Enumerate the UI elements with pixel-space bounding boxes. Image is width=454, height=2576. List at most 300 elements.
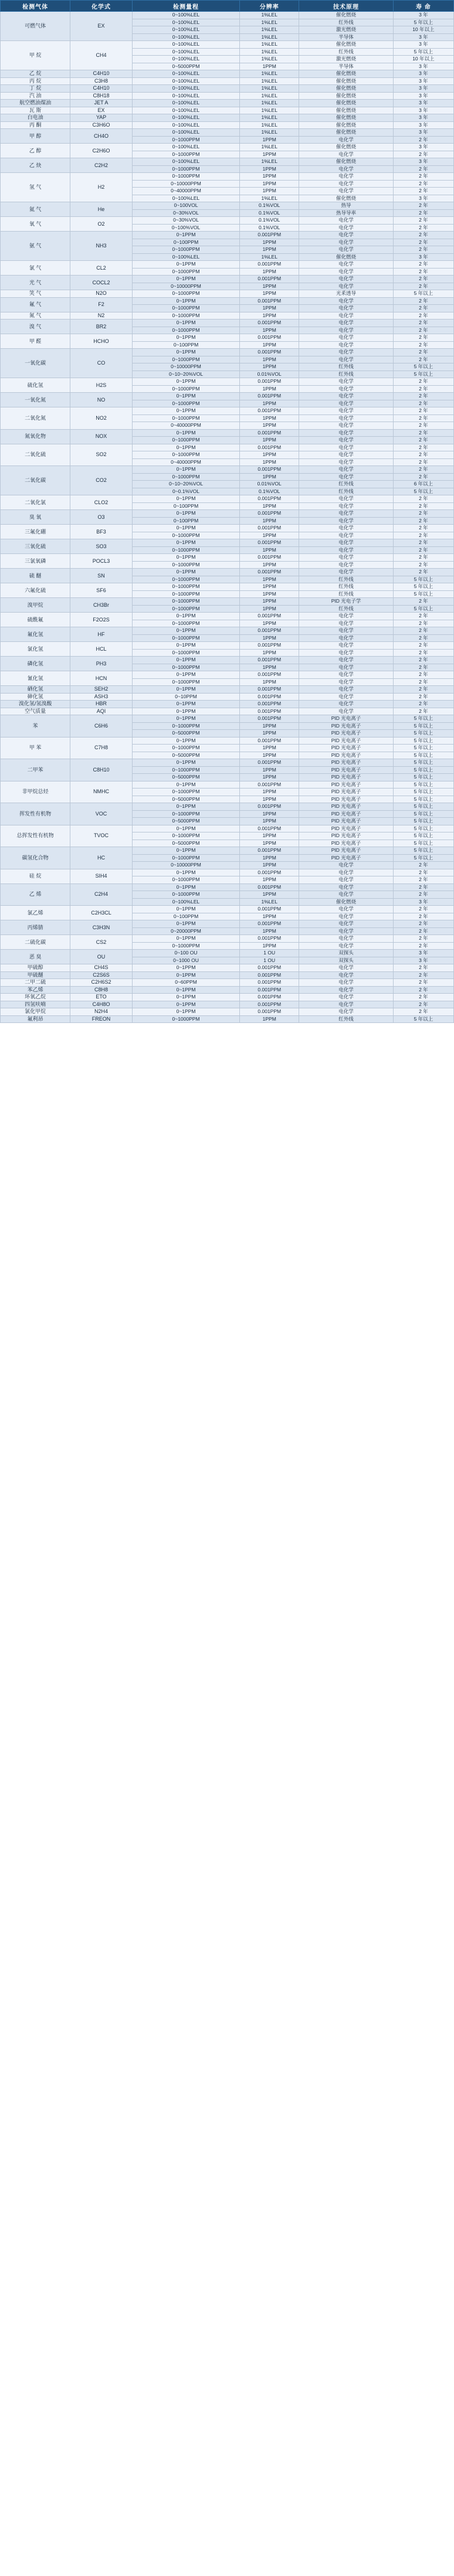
cell-range: 0~10000PPM bbox=[132, 862, 240, 869]
cell-resolution: 1PPM bbox=[240, 810, 299, 818]
cell-life: 2 年 bbox=[393, 151, 453, 158]
cell-range: 0~1000PPM bbox=[132, 598, 240, 606]
cell-gas-name: 溴 气 bbox=[1, 320, 70, 334]
cell-formula: YAP bbox=[70, 114, 133, 122]
cell-technology: PID 光电离子 bbox=[299, 789, 394, 796]
cell-resolution: 1PPM bbox=[240, 745, 299, 752]
table-row bbox=[1, 935, 454, 943]
cell-range: 0~1000PPM bbox=[132, 678, 240, 686]
cell-technology: 电化学 bbox=[299, 561, 394, 569]
cell-resolution: 1PPM bbox=[240, 664, 299, 671]
cell-range: 0~100%LEL bbox=[132, 100, 240, 107]
table-row bbox=[1, 671, 454, 679]
cell-resolution: 1PPM bbox=[240, 590, 299, 598]
table-row bbox=[1, 554, 454, 562]
table-row bbox=[1, 70, 454, 78]
cell-life: 2 年 bbox=[393, 473, 453, 481]
cell-life: 2 年 bbox=[393, 320, 453, 327]
cell-technology: 电化学 bbox=[299, 378, 394, 386]
cell-life: 2 年 bbox=[393, 297, 453, 305]
table-row bbox=[1, 583, 454, 591]
cell-technology: 双探头 bbox=[299, 950, 394, 957]
cell-life: 2 年 bbox=[393, 136, 453, 144]
cell-life: 5 年以上 bbox=[393, 847, 453, 855]
cell-life: 2 年 bbox=[393, 502, 453, 510]
cell-range: 0~1000PPM bbox=[132, 414, 240, 422]
cell-range: 0~1PPM bbox=[132, 715, 240, 723]
cell-resolution: 0.001PPM bbox=[240, 994, 299, 1001]
cell-formula: CLO2 bbox=[70, 495, 133, 510]
cell-life: 5 年以上 bbox=[393, 803, 453, 811]
cell-gas-name: 丙 酮 bbox=[1, 121, 70, 129]
cell-formula: N2H4 bbox=[70, 1008, 133, 1016]
table-row bbox=[1, 693, 454, 701]
cell-technology: 红外线 bbox=[299, 481, 394, 488]
cell-formula: ETO bbox=[70, 994, 133, 1001]
cell-gas-name: 挥发性有机物 bbox=[1, 803, 70, 825]
cell-resolution: 1 OU bbox=[240, 950, 299, 957]
cell-life: 2 年 bbox=[393, 657, 453, 664]
cell-resolution: 0.001PPM bbox=[240, 525, 299, 532]
cell-technology: 红外线 bbox=[299, 48, 394, 56]
cell-life: 2 年 bbox=[393, 906, 453, 913]
cell-formula: HF bbox=[70, 627, 133, 642]
cell-formula: F2 bbox=[70, 297, 133, 312]
cell-formula: C4H8O bbox=[70, 1001, 133, 1008]
cell-range: 0~30%VOL bbox=[132, 209, 240, 217]
cell-range: 0~1PPM bbox=[132, 759, 240, 767]
cell-formula: C3H8 bbox=[70, 77, 133, 85]
cell-gas-name: 丁 烷 bbox=[1, 85, 70, 93]
spec-table bbox=[0, 0, 454, 1023]
cell-formula: F2O2S bbox=[70, 613, 133, 627]
table-row bbox=[1, 217, 454, 225]
cell-formula: C3H3N bbox=[70, 920, 133, 935]
cell-life: 2 年 bbox=[393, 378, 453, 386]
cell-technology: 激光燃烧 bbox=[299, 26, 394, 34]
cell-technology: 双探头 bbox=[299, 957, 394, 964]
cell-formula: C7H8 bbox=[70, 737, 133, 759]
cell-gas-name: 二氧化硫 bbox=[1, 444, 70, 466]
cell-life: 5 年以上 bbox=[393, 854, 453, 862]
cell-range: 0~100%LEL bbox=[132, 85, 240, 93]
cell-life: 2 年 bbox=[393, 686, 453, 694]
cell-resolution: 1PPM bbox=[240, 385, 299, 393]
cell-gas-name: 氟 气 bbox=[1, 297, 70, 312]
cell-formula: EX bbox=[70, 107, 133, 114]
cell-life: 3 年 bbox=[393, 33, 453, 41]
cell-resolution: 1PPM bbox=[240, 546, 299, 554]
cell-resolution: 0.001PPM bbox=[240, 737, 299, 745]
cell-resolution: 0.1%VOL bbox=[240, 209, 299, 217]
cell-gas-name: 苯 bbox=[1, 715, 70, 738]
cell-gas-name: 甲 醇 bbox=[1, 129, 70, 144]
cell-life: 2 年 bbox=[393, 276, 453, 283]
cell-life: 2 年 bbox=[393, 913, 453, 920]
cell-resolution: 1PPM bbox=[240, 583, 299, 591]
cell-range: 0~100PPM bbox=[132, 239, 240, 246]
cell-technology: 电化学 bbox=[299, 320, 394, 327]
cell-resolution: 1 OU bbox=[240, 957, 299, 964]
cell-life: 2 年 bbox=[393, 664, 453, 671]
cell-gas-name: 氮氧化物 bbox=[1, 429, 70, 444]
cell-life: 3 年 bbox=[393, 950, 453, 957]
table-row bbox=[1, 569, 454, 576]
cell-range: 0~1000PPM bbox=[132, 312, 240, 320]
cell-life: 5 年以上 bbox=[393, 774, 453, 781]
cell-technology: 电化学 bbox=[299, 217, 394, 225]
cell-life: 2 年 bbox=[393, 466, 453, 474]
table-row bbox=[1, 883, 454, 891]
cell-technology: 电化学 bbox=[299, 451, 394, 459]
cell-life: 2 年 bbox=[393, 1001, 453, 1008]
cell-range: 0~100%VOL bbox=[132, 224, 240, 232]
cell-life: 3 年 bbox=[393, 158, 453, 166]
cell-technology: 红外线 bbox=[299, 1015, 394, 1023]
table-row bbox=[1, 971, 454, 979]
table-row bbox=[1, 715, 454, 723]
cell-formula: C4H10 bbox=[70, 70, 133, 78]
table-header-row bbox=[1, 1, 454, 12]
cell-range: 0~1PPM bbox=[132, 994, 240, 1001]
cell-gas-name: 六氟化硫 bbox=[1, 583, 70, 598]
table-row bbox=[1, 100, 454, 107]
cell-technology: 电化学 bbox=[299, 906, 394, 913]
cell-resolution: 1%LEL bbox=[240, 33, 299, 41]
cell-resolution: 1PPM bbox=[240, 796, 299, 803]
cell-range: 0~1PPM bbox=[132, 906, 240, 913]
cell-life: 2 年 bbox=[393, 862, 453, 869]
cell-range: 0~1PPM bbox=[132, 708, 240, 715]
cell-gas-name: 三氯氧磷 bbox=[1, 554, 70, 569]
cell-formula: He bbox=[70, 202, 133, 217]
cell-life: 2 年 bbox=[393, 613, 453, 620]
cell-technology: 半导体 bbox=[299, 33, 394, 41]
cell-gas-name: 溴化氢/氢溴酸 bbox=[1, 701, 70, 708]
cell-resolution: 1%LEL bbox=[240, 107, 299, 114]
cell-resolution: 1PPM bbox=[240, 840, 299, 847]
cell-resolution: 1%LEL bbox=[240, 898, 299, 906]
cell-technology: 电化学 bbox=[299, 927, 394, 935]
cell-life: 5 年以上 bbox=[393, 290, 453, 298]
cell-range: 0~1PPM bbox=[132, 869, 240, 876]
cell-technology: 电化学 bbox=[299, 136, 394, 144]
cell-technology: 电化学 bbox=[299, 173, 394, 181]
cell-life: 3 年 bbox=[393, 100, 453, 107]
cell-technology: 电化学 bbox=[299, 151, 394, 158]
table-row bbox=[1, 444, 454, 451]
cell-resolution: 0.001PPM bbox=[240, 715, 299, 723]
cell-technology: 催化燃烧 bbox=[299, 129, 394, 137]
cell-range: 0~1PPM bbox=[132, 393, 240, 400]
cell-range: 0~1000PPM bbox=[132, 290, 240, 298]
cell-range: 0~1PPM bbox=[132, 686, 240, 694]
cell-gas-name: 一氧化氮 bbox=[1, 393, 70, 407]
table-row bbox=[1, 950, 454, 957]
cell-resolution: 1PPM bbox=[240, 422, 299, 430]
cell-range: 0~5000PPM bbox=[132, 774, 240, 781]
cell-gas-name: 氟化氢 bbox=[1, 627, 70, 642]
cell-formula: C2H4 bbox=[70, 883, 133, 906]
cell-life: 2 年 bbox=[393, 554, 453, 562]
table-row bbox=[1, 825, 454, 832]
cell-resolution: 1PPM bbox=[240, 305, 299, 312]
cell-resolution: 1PPM bbox=[240, 341, 299, 349]
cell-life: 3 年 bbox=[393, 129, 453, 137]
cell-technology: 电化学 bbox=[299, 444, 394, 451]
cell-gas-name: 磷化氢 bbox=[1, 657, 70, 671]
cell-range: 0~1000PPM bbox=[132, 400, 240, 407]
cell-formula: CH4O bbox=[70, 129, 133, 144]
cell-gas-name: 氯乙烯 bbox=[1, 906, 70, 920]
cell-life: 2 年 bbox=[393, 165, 453, 173]
cell-resolution: 1%LEL bbox=[240, 56, 299, 63]
cell-range: 0~1PPM bbox=[132, 444, 240, 451]
cell-life: 3 年 bbox=[393, 63, 453, 70]
cell-technology: 电化学 bbox=[299, 657, 394, 664]
cell-range: 0~100PPM bbox=[132, 502, 240, 510]
cell-life: 2 年 bbox=[393, 627, 453, 635]
table-row bbox=[1, 312, 454, 320]
cell-range: 0~100%LEL bbox=[132, 144, 240, 151]
cell-range: 0~20000PPM bbox=[132, 927, 240, 935]
cell-resolution: 1PPM bbox=[240, 942, 299, 950]
cell-resolution: 0.001PPM bbox=[240, 935, 299, 943]
table-row bbox=[1, 121, 454, 129]
cell-gas-name: 乙 醇 bbox=[1, 144, 70, 158]
cell-life: 2 年 bbox=[393, 671, 453, 679]
cell-life: 2 年 bbox=[393, 400, 453, 407]
cell-technology: 催化燃烧 bbox=[299, 158, 394, 166]
cell-range: 0~1PPM bbox=[132, 232, 240, 239]
cell-range: 0~100%LEL bbox=[132, 114, 240, 122]
cell-range: 0~1000PPM bbox=[132, 605, 240, 613]
cell-range: 0~1000PPM bbox=[132, 745, 240, 752]
cell-life: 10 年以上 bbox=[393, 26, 453, 34]
cell-resolution: 1PPM bbox=[240, 576, 299, 583]
cell-life: 2 年 bbox=[393, 539, 453, 547]
cell-life: 2 年 bbox=[393, 202, 453, 210]
cell-resolution: 1PPM bbox=[240, 136, 299, 144]
cell-range: 0~100PPM bbox=[132, 517, 240, 525]
cell-range: 0~1PPM bbox=[132, 525, 240, 532]
cell-life: 2 年 bbox=[393, 883, 453, 891]
cell-resolution: 0.001PPM bbox=[240, 657, 299, 664]
cell-range: 0~1PPM bbox=[132, 964, 240, 972]
cell-resolution: 1PPM bbox=[240, 789, 299, 796]
cell-resolution: 0.001PPM bbox=[240, 334, 299, 342]
cell-technology: 红外线 bbox=[299, 583, 394, 591]
cell-range: 0~1000PPM bbox=[132, 327, 240, 334]
cell-life: 5 年以上 bbox=[393, 715, 453, 723]
cell-resolution: 1%LEL bbox=[240, 19, 299, 26]
cell-gas-name: 硫 醚 bbox=[1, 569, 70, 583]
cell-gas-name: 丙烯腈 bbox=[1, 920, 70, 935]
cell-range: 0~5000PPM bbox=[132, 63, 240, 70]
cell-range: 0~40000PPM bbox=[132, 188, 240, 195]
cell-gas-name: 硫酰氟 bbox=[1, 613, 70, 627]
cell-technology: PID 光电离子 bbox=[299, 854, 394, 862]
cell-range: 0~1PPM bbox=[132, 986, 240, 994]
cell-resolution: 1PPM bbox=[240, 517, 299, 525]
table-row bbox=[1, 598, 454, 606]
cell-range: 0~1PPM bbox=[132, 847, 240, 855]
cell-technology: 电化学 bbox=[299, 942, 394, 950]
cell-resolution: 0.001PPM bbox=[240, 1001, 299, 1008]
cell-gas-name: 总挥发性有机物 bbox=[1, 825, 70, 847]
table-row bbox=[1, 334, 454, 342]
cell-resolution: 0.001PPM bbox=[240, 701, 299, 708]
cell-resolution: 0.1%VOL bbox=[240, 488, 299, 495]
cell-range: 0~100PPM bbox=[132, 913, 240, 920]
cell-life: 2 年 bbox=[393, 979, 453, 987]
cell-life: 5 年以上 bbox=[393, 737, 453, 745]
cell-technology: PID 光电离子 bbox=[299, 810, 394, 818]
cell-life: 3 年 bbox=[393, 121, 453, 129]
cell-technology: 催化燃烧 bbox=[299, 253, 394, 261]
cell-gas-name: 乙 炔 bbox=[1, 158, 70, 173]
cell-resolution: 1PPM bbox=[240, 502, 299, 510]
cell-resolution: 1%LEL bbox=[240, 114, 299, 122]
cell-technology: 电化学 bbox=[299, 935, 394, 943]
cell-life: 2 年 bbox=[393, 546, 453, 554]
cell-resolution: 0.001PPM bbox=[240, 869, 299, 876]
cell-range: 0~100%LEL bbox=[132, 195, 240, 202]
cell-technology: 电化学 bbox=[299, 986, 394, 994]
cell-range: 0~1000PPM bbox=[132, 546, 240, 554]
cell-resolution: 0.001PPM bbox=[240, 349, 299, 356]
cell-range: 0~1000PPM bbox=[132, 385, 240, 393]
cell-resolution: 0.001PPM bbox=[240, 393, 299, 400]
cell-resolution: 1%LEL bbox=[240, 253, 299, 261]
table-row bbox=[1, 986, 454, 994]
cell-resolution: 1%LEL bbox=[240, 85, 299, 93]
cell-gas-name: 环氧乙烷 bbox=[1, 994, 70, 1001]
cell-life: 3 年 bbox=[393, 898, 453, 906]
cell-range: 0~1000PPM bbox=[132, 532, 240, 539]
cell-range: 0~1000PPM bbox=[132, 305, 240, 312]
cell-formula: FREON bbox=[70, 1015, 133, 1023]
cell-range: 0~1PPM bbox=[132, 539, 240, 547]
cell-resolution: 1PPM bbox=[240, 832, 299, 840]
cell-range: 0~1PPM bbox=[132, 1008, 240, 1016]
cell-technology: 电化学 bbox=[299, 708, 394, 715]
cell-resolution: 0.001PPM bbox=[240, 378, 299, 386]
cell-life: 5 年以上 bbox=[393, 1015, 453, 1023]
cell-technology: 电化学 bbox=[299, 613, 394, 620]
cell-technology: 催化燃烧 bbox=[299, 12, 394, 19]
table-row bbox=[1, 12, 454, 19]
cell-resolution: 1PPM bbox=[240, 188, 299, 195]
table-row bbox=[1, 297, 454, 305]
cell-technology: 催化燃烧 bbox=[299, 41, 394, 49]
cell-range: 0~1PPM bbox=[132, 429, 240, 437]
cell-resolution: 0.001PPM bbox=[240, 671, 299, 679]
cell-resolution: 1PPM bbox=[240, 766, 299, 774]
cell-life: 2 年 bbox=[393, 927, 453, 935]
cell-technology: 电化学 bbox=[299, 517, 394, 525]
cell-technology: 电化学 bbox=[299, 634, 394, 642]
cell-gas-name: 碳氢化合物 bbox=[1, 847, 70, 869]
cell-life: 2 年 bbox=[393, 920, 453, 928]
table-row bbox=[1, 261, 454, 269]
cell-technology: 电化学 bbox=[299, 466, 394, 474]
cell-resolution: 0.001PPM bbox=[240, 642, 299, 650]
cell-life: 3 年 bbox=[393, 114, 453, 122]
cell-life: 5 年以上 bbox=[393, 576, 453, 583]
cell-gas-name: 丙 烷 bbox=[1, 77, 70, 85]
cell-range: 0~1000PPM bbox=[132, 136, 240, 144]
cell-life: 2 年 bbox=[393, 598, 453, 606]
cell-resolution: 0.001PPM bbox=[240, 232, 299, 239]
table-row bbox=[1, 349, 454, 356]
cell-range: 0~1000 OU bbox=[132, 957, 240, 964]
cell-technology: 光釆透导 bbox=[299, 290, 394, 298]
cell-technology: 激光燃烧 bbox=[299, 56, 394, 63]
cell-resolution: 0.001PPM bbox=[240, 429, 299, 437]
cell-life: 5 年以上 bbox=[393, 832, 453, 840]
cell-technology: 电化学 bbox=[299, 305, 394, 312]
cell-resolution: 1PPM bbox=[240, 854, 299, 862]
cell-life: 3 年 bbox=[393, 12, 453, 19]
table-row bbox=[1, 107, 454, 114]
cell-technology: 电化学 bbox=[299, 327, 394, 334]
header-gas: 检测气体 bbox=[1, 1, 70, 12]
cell-formula: AQI bbox=[70, 708, 133, 715]
cell-range: 0~100%LEL bbox=[132, 92, 240, 100]
cell-life: 2 年 bbox=[393, 261, 453, 269]
cell-life: 3 年 bbox=[393, 144, 453, 151]
cell-resolution: 1%LEL bbox=[240, 100, 299, 107]
cell-life: 2 年 bbox=[393, 532, 453, 539]
cell-technology: PID 光电离子 bbox=[299, 796, 394, 803]
cell-life: 2 年 bbox=[393, 569, 453, 576]
cell-range: 0~100PPM bbox=[132, 341, 240, 349]
cell-formula: C2H6O bbox=[70, 144, 133, 158]
cell-range: 0~100%LEL bbox=[132, 898, 240, 906]
cell-resolution: 1PPM bbox=[240, 730, 299, 738]
table-row bbox=[1, 92, 454, 100]
cell-formula: NO bbox=[70, 393, 133, 407]
cell-resolution: 0.001PPM bbox=[240, 979, 299, 987]
cell-life: 2 年 bbox=[393, 495, 453, 503]
cell-formula: HCHO bbox=[70, 334, 133, 349]
cell-formula: COCL2 bbox=[70, 276, 133, 290]
cell-range: 0~100%LEL bbox=[132, 253, 240, 261]
cell-resolution: 1PPM bbox=[240, 363, 299, 371]
cell-gas-name: 二甲苯 bbox=[1, 759, 70, 781]
cell-resolution: 1%LEL bbox=[240, 129, 299, 137]
cell-range: 0~100%LEL bbox=[132, 41, 240, 49]
cell-resolution: 0.001PPM bbox=[240, 708, 299, 715]
table-row bbox=[1, 510, 454, 518]
cell-technology: 电化学 bbox=[299, 678, 394, 686]
cell-gas-name: 氦 气 bbox=[1, 202, 70, 217]
cell-gas-name: 甲硫醚 bbox=[1, 971, 70, 979]
table-row bbox=[1, 378, 454, 386]
cell-range: 0~1000PPM bbox=[132, 151, 240, 158]
cell-range: 0~1000PPM bbox=[132, 942, 240, 950]
cell-formula: BR2 bbox=[70, 320, 133, 334]
cell-life: 2 年 bbox=[393, 649, 453, 657]
cell-range: 0~5000PPM bbox=[132, 752, 240, 759]
cell-gas-name: 瓦 斯 bbox=[1, 107, 70, 114]
cell-gas-name: 氨 气 bbox=[1, 232, 70, 261]
cell-gas-name: 航空燃油煤油 bbox=[1, 100, 70, 107]
cell-technology: PID 光电离子 bbox=[299, 752, 394, 759]
cell-life: 2 年 bbox=[393, 708, 453, 715]
cell-range: 0~10PPM bbox=[132, 693, 240, 701]
